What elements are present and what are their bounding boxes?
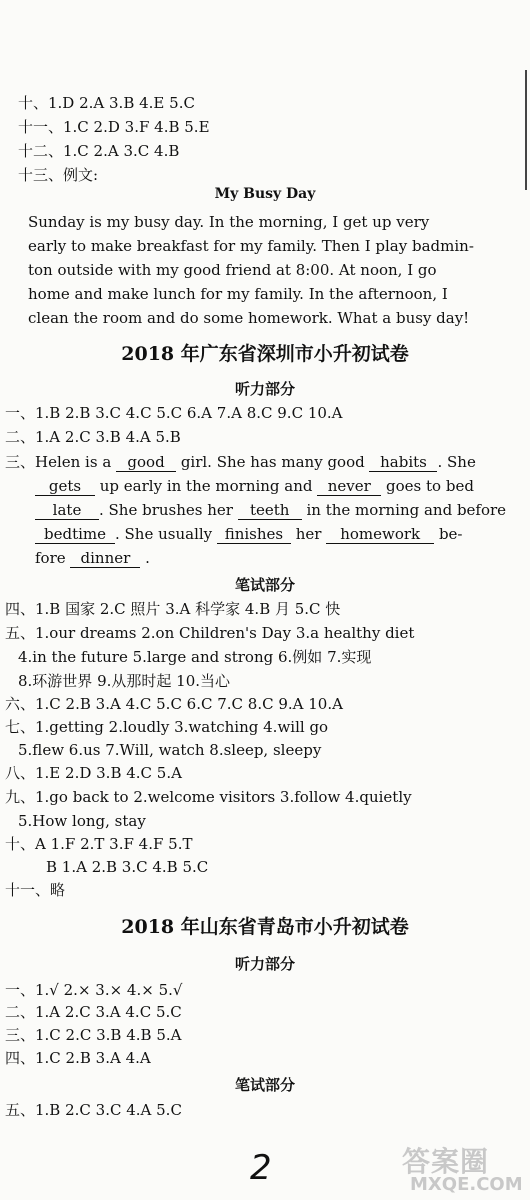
exam-title-qingdao: 2018 年山东省青岛市小升初试卷 (121, 916, 409, 938)
answer-row: 一、1.B 2.B 3.C 4.C 5.C 6.A 7.A 8.C 9.C 10.A (5, 404, 343, 422)
answer-row: 三、1.C 2.C 3.B 4.B 5.A (5, 1026, 182, 1044)
answer-row: 十、A 1.F 2.T 3.F 4.F 5.T (5, 835, 193, 853)
essay-title: My Busy Day (214, 186, 316, 202)
answer-row-10: 十、1.D 2.A 3.B 4.E 5.C (18, 94, 195, 112)
answer-row: 5.How long, stay (18, 812, 146, 830)
answer-row: 五、1.B 2.C 3.C 4.A 5.C (5, 1101, 182, 1119)
answer-row: 二、1.A 2.C 3.B 4.A 5.B (5, 428, 181, 446)
cloze-answer: gets (35, 478, 95, 496)
cloze-answer: late (35, 502, 99, 520)
section-heading-listening: 听力部分 (234, 955, 295, 973)
exam-title-shenzhen: 2018 年广东省深圳市小升初试卷 (121, 343, 409, 365)
essay-line: home and make lunch for my family. In the afternoon, I (28, 285, 448, 303)
answer-row-12: 十二、1.C 2.A 3.C 4.B (18, 142, 180, 160)
answer-row-13: 十三、例文: (18, 166, 99, 184)
answer-row: 七、1.getting 2.loudly 3.watching 4.will go (5, 718, 329, 736)
cloze-answer: dinner (70, 550, 140, 568)
answer-row: 5.flew 6.us 7.Will, watch 8.sleep, sleepy (18, 741, 322, 759)
cloze-answer: bedtime (35, 526, 115, 544)
cloze-line-4: bedtime . She usually finishes her homework be- (35, 524, 463, 544)
answer-row: B 1.A 2.B 3.C 4.B 5.C (46, 858, 209, 876)
section-heading-written: 笔试部分 (234, 1076, 295, 1094)
answer-row: 4.in the future 5.large and strong 6.例如 7.实现 (18, 648, 372, 666)
watermark-logo: 答案圈 (402, 1145, 490, 1178)
section-heading-written: 笔试部分 (234, 576, 295, 594)
essay-line: clean the room and do some homework. What a busy day! (28, 309, 470, 327)
answer-row: 四、1.B 国家 2.C 照片 3.A 科学家 4.B 月 5.C 快 (5, 600, 341, 618)
answer-row: 六、1.C 2.B 3.A 4.C 5.C 6.C 7.C 8.C 9.A 10.A (5, 695, 343, 713)
page-number: 2 (250, 1148, 272, 1188)
essay-line: Sunday is my busy day. In the morning, I get up very (28, 213, 430, 231)
answer-row: 二、1.A 2.C 3.A 4.C 5.C (5, 1003, 182, 1021)
answer-row: 8.环游世界 9.从那时起 10.当心 (18, 672, 231, 690)
cloze-line-3: late . She brushes her teeth in the morning and before (35, 500, 506, 520)
answer-row: 八、1.E 2.D 3.B 4.C 5.A (5, 764, 182, 782)
answer-row: 五、1.our dreams 2.on Children's Day 3.a healthy diet (5, 624, 415, 642)
section-heading-listening: 听力部分 (234, 380, 295, 398)
cloze-answer: homework (326, 526, 434, 544)
cloze-answer: teeth (238, 502, 302, 520)
cloze-line-1: 三、Helen is a good girl. She has many good habits . She (5, 453, 476, 471)
cloze-answer: habits (369, 454, 437, 472)
page-edge-line (525, 70, 527, 190)
answer-row: 一、1.√ 2.× 3.× 4.× 5.√ (5, 981, 183, 999)
essay-line: early to make breakfast for my family. Then I play badmin- (28, 237, 474, 255)
answer-row-11: 十一、1.C 2.D 3.F 4.B 5.E (18, 118, 210, 136)
cloze-answer: finishes (217, 526, 291, 544)
cloze-line-5: fore dinner . (35, 549, 150, 567)
essay-line: ton outside with my good friend at 8:00. At noon, I go (28, 261, 437, 279)
cloze-line-2: gets up early in the morning and never goes to bed (35, 476, 474, 496)
watermark-url: MXQE.COM (410, 1174, 523, 1195)
cloze-answer: good (116, 454, 176, 472)
answer-row: 四、1.C 2.B 3.A 4.A (5, 1049, 151, 1067)
cloze-answer: never (317, 478, 381, 496)
answer-row: 九、1.go back to 2.welcome visitors 3.follow 4.quietly (5, 788, 412, 806)
answer-row: 十一、略 (5, 881, 66, 899)
